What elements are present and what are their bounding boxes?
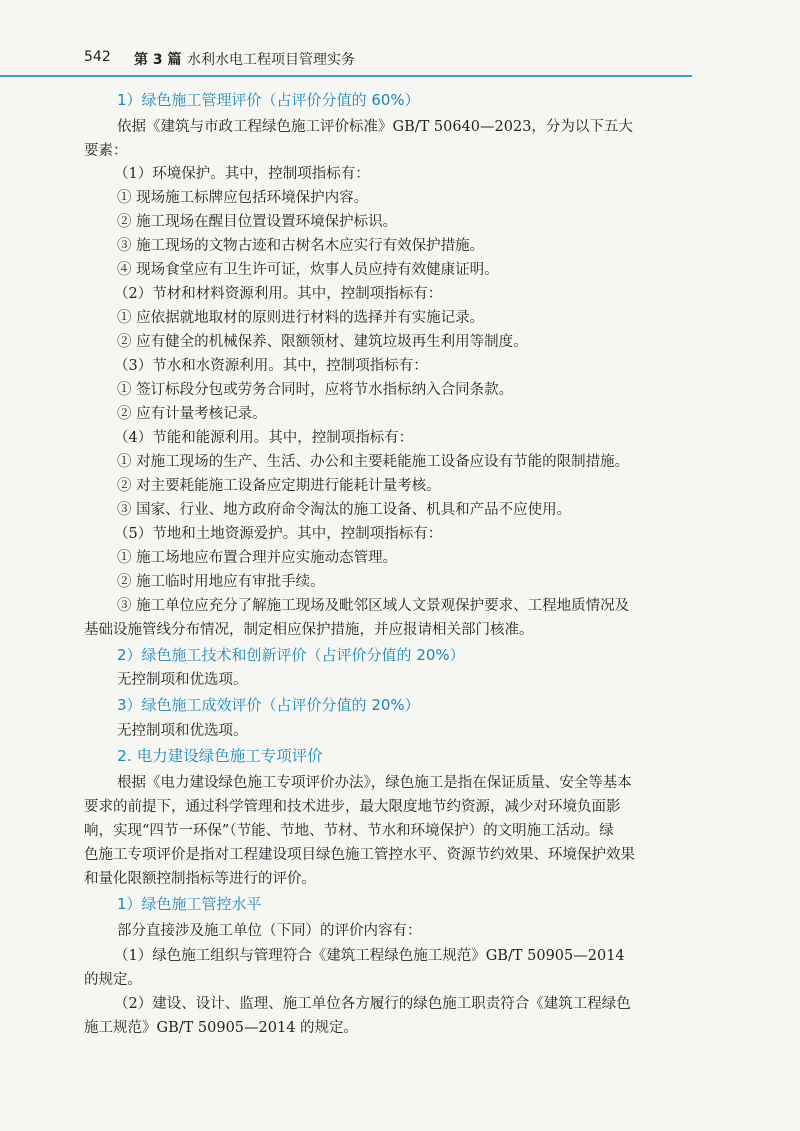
list-item: ③ 施工现场的文物古迹和古树名木应实行有效保护措施。 — [117, 238, 485, 254]
list-item: ③ 施工单位应充分了解施工现场及毗邻区域人文景观保护要求、工程地质情况及 — [117, 598, 630, 614]
list-item: ② 应有计量考核记录。 — [117, 406, 267, 422]
list-item: ① 签订标段分包或劳务合同时，应将节水指标纳入合同条款。 — [117, 382, 514, 398]
list-item-continued: 基础设施管线分布情况，制定相应保护措施，并应报请相关部门核准。 — [84, 622, 534, 638]
header-rule — [0, 75, 692, 77]
list-item: ④ 现场食堂应有卫生许可证，炊事人员应持有效健康证明。 — [117, 262, 499, 278]
subheading-1: 1）绿色施工管理评价（占评价分值的 60%） — [117, 91, 420, 109]
paragraph-line: 依据《建筑与市政工程绿色施工评价标准》GB/T 50640—2023，分为以下五大 — [117, 119, 633, 135]
subheading-3: 3）绿色施工成效评价（占评价分值的 20%） — [117, 696, 420, 714]
list-item: （1）绿色施工组织与管理符合《建筑工程绿色施工规范》GB/T 50905—2014 — [114, 948, 625, 964]
list-item-continued: 施工规范》GB/T 50905—2014 的规定。 — [84, 1020, 359, 1036]
subheading-4: 1）绿色施工管控水平 — [117, 895, 262, 913]
page-number: 542 — [84, 49, 111, 65]
list-item: ② 对主要耗能施工设备应定期进行能耗计量考核。 — [117, 478, 441, 494]
paragraph-line: 色施工专项评价是指对工程建设项目绿色施工管控水平、资源节约效果、环境保护效果 — [84, 847, 635, 863]
list-heading: （4）节能和能源利用。其中，控制项指标有： — [114, 430, 414, 446]
list-item: ② 应有健全的机械保养、限额领材、建筑垃圾再生利用等制度。 — [117, 334, 528, 350]
paragraph-line: 无控制项和优选项。 — [117, 723, 248, 739]
list-item: ② 施工临时用地应有审批手续。 — [117, 574, 325, 590]
part-label: 第 3 篇 — [134, 52, 182, 68]
paragraph-line: 要求的前提下，通过科学管理和技术进步，最大限度地节约资源，减少对环境负面影 — [84, 799, 621, 815]
list-heading: （5）节地和土地资源爱护。其中，控制项指标有： — [114, 526, 443, 542]
list-heading: （1）环境保护。其中，控制项指标有： — [114, 166, 370, 182]
list-item: ② 施工现场在醒目位置设置环境保护标识。 — [117, 214, 398, 230]
paragraph-line: 和量化限额控制指标等进行的评价。 — [84, 871, 316, 887]
list-heading: （3）节水和水资源利用。其中，控制项指标有： — [114, 358, 428, 374]
list-heading: （2）节材和材料资源利用。其中，控制项指标有： — [114, 286, 443, 302]
section-heading: 2. 电力建设绿色施工专项评价 — [117, 747, 323, 765]
paragraph-line: 响，实现“四节一环保”（节能、节地、节材、节水和环境保护）的文明施工活动。绿 — [84, 823, 614, 839]
list-item: ① 施工场地应布置合理并应实施动态管理。 — [117, 550, 398, 566]
list-item: （2）建设、设计、监理、施工单位各方履行的绿色施工职责符合《建筑工程绿色 — [114, 996, 631, 1012]
list-item: ① 对施工现场的生产、生活、办公和主要耗能施工设备应设有节能的限制措施。 — [117, 454, 630, 470]
list-item-continued: 的规定。 — [84, 972, 142, 988]
running-header — [0, 0, 800, 80]
paragraph-line: 根据《电力建设绿色施工专项评价办法》，绿色施工是指在保证质量、安全等基本 — [117, 775, 632, 791]
list-item: ① 应依据就地取材的原则进行材料的选择并有实施记录。 — [117, 310, 485, 326]
paragraph-line: 要素： — [84, 143, 128, 159]
paragraph-line: 无控制项和优选项。 — [117, 672, 248, 688]
subheading-2: 2）绿色施工技术和创新评价（占评价分值的 20%） — [117, 646, 465, 664]
paragraph-line: 部分直接涉及施工单位（下同）的评价内容有： — [117, 923, 422, 939]
list-item: ③ 国家、行业、地方政府命令淘汰的施工设备、机具和产品不应使用。 — [117, 502, 572, 518]
list-item: ① 现场施工标牌应包括环境保护内容。 — [117, 190, 369, 206]
book-title: 水利水电工程项目管理实务 — [187, 52, 355, 68]
